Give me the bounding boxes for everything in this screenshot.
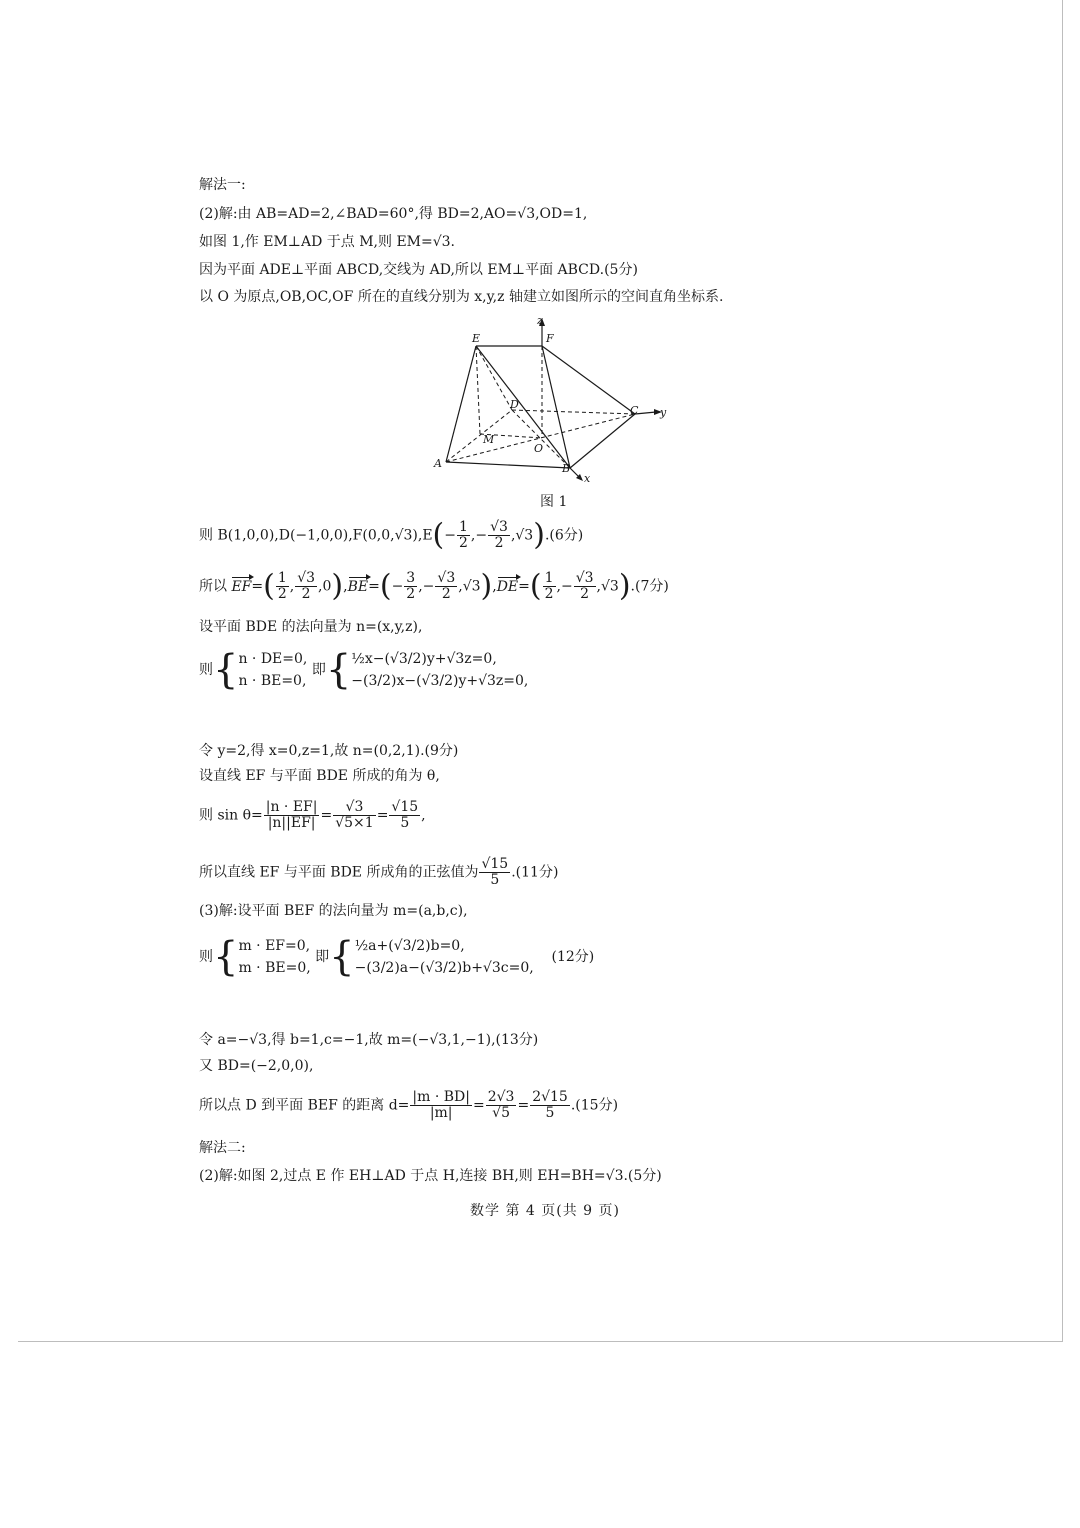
sys2-r2: −(3/2)a−(√3/2)b+√3c=0, [354, 960, 534, 976]
m-result: 令 a=−√3,得 b=1,c=−1,故 m=(−√3,1,−1),(13分) [199, 1032, 539, 1048]
sys1-r2: −(3/2)x−(√3/2)y+√3z=0, [351, 673, 529, 689]
vectors-line: 所以 EF=( $\frac{1}{2}$ , $\frac{√3}{2}$ ,0),BE=(− $\frac{3}{2}$ ,− $\frac{√3}{2}$ ,√3),DE=( $\frac{1}{2}$ ,− $\frac{√3}{2}$ ,√3).(7分) [199, 568, 669, 604]
part2-em: 如图 1,作 EM⊥AD 于点 M,则 EM=√3. [199, 234, 456, 250]
sys1-eq1: n · DE=0, [238, 651, 308, 667]
edge-ea [446, 346, 476, 462]
normal-bde: 设平面 BDE 的法向量为 n=(x,y,z), [199, 619, 423, 635]
theta-def: 设直线 EF 与平面 BDE 所成的角为 θ, [199, 768, 440, 784]
n-result: 令 y=2,得 x=0,z=1,故 n=(0,2,1).(9分) [199, 743, 459, 759]
points-line: 则 B(1,0,0),D(−1,0,0),F(0,0,√3),E(− $\frac{1}{2}$ ,− $\frac{√3}{2}$ ,√3).(6分) [199, 517, 584, 553]
edge-fc [542, 346, 635, 414]
sys1-r1: ½x−(√3/2)y+√3z=0, [351, 651, 497, 667]
edge-ab [446, 462, 570, 468]
label-m: M [483, 433, 495, 446]
label-e: E [472, 332, 481, 345]
sys2-eq2: m · BE=0, [238, 960, 311, 976]
label-x: x [584, 472, 591, 485]
label-y: y [660, 406, 667, 419]
label-c: C [630, 404, 639, 417]
scan-edge-right [1062, 0, 1063, 1342]
method2-line: (2)解:如图 2,过点 E 作 EH⊥AD 于点 H,连接 BH,则 EH=BH=√3.(5分) [199, 1168, 662, 1184]
sin-line: 则 sin θ= $\frac{|n \cdot EF|}{|n||EF|}$ = $\frac{√3}{√5\times 1}$ = $\frac{√15}{5}$ , [199, 799, 426, 831]
edge-em [476, 346, 480, 434]
part2-perpendicular: 因为平面 ADE⊥平面 ABCD,交线为 AD,所以 EM⊥平面 ABCD.(5分) [199, 262, 638, 278]
label-f: F [546, 332, 554, 345]
page-footer: 数学 第 4 页(共 9 页) [470, 1203, 620, 1219]
method2-title: 解法二: [199, 1140, 246, 1156]
sys2-r1: ½a+(√3/2)b=0, [354, 938, 465, 954]
edge-ed [476, 346, 512, 410]
edge-dc [512, 410, 635, 414]
part3-normal: (3)解:设平面 BEF 的法向量为 m=(a,b,c), [199, 903, 468, 919]
label-b: B [562, 462, 571, 475]
system-1: 则{ n · DE=0, n · BE=0, 即{ ½x−(√3/2)y+√3z=0, −(3/2)x−(√3/2)y+√3z=0, [199, 647, 529, 693]
edge-db [512, 410, 570, 468]
figure-1-caption: 图 1 [540, 494, 568, 510]
label-o: O [534, 442, 544, 455]
sys2-score: (12分) [551, 949, 595, 965]
figure-1-solid [430, 316, 670, 486]
sys2-eq1: m · EF=0, [238, 938, 311, 954]
distance-line: 所以点 D 到平面 BEF 的距离 d= $\frac{|m \cdot BD|}{|m|}$ = $\frac{2√3}{√5}$ = $\frac{2√15}{5}$ .(15分) [199, 1089, 619, 1121]
label-z: z [537, 316, 543, 327]
system-2: 则{ m · EF=0, m · BE=0, 即{ ½a+(√3/2)b=0, −(3/2)a−(√3/2)b+√3c=0, (12分) [199, 934, 595, 980]
method1-title: 解法一: [199, 177, 246, 193]
sin-conclusion: 所以直线 EF 与平面 BDE 所成角的正弦值为 $\frac{√15}{5}$ .(11分) [199, 856, 559, 888]
label-d: D [510, 398, 519, 411]
sys1-eq2: n · BE=0, [238, 673, 307, 689]
bd-vector: 又 BD=(−2,0,0), [199, 1058, 314, 1074]
part2-coordinate-system: 以 O 为原点,OB,OC,OF 所在的直线分别为 x,y,z 轴建立如图所示的空间直角坐标系. [199, 289, 724, 305]
label-a: A [434, 457, 442, 470]
scan-edge-bottom [18, 1341, 1063, 1342]
part2-given: (2)解:由 AB=AD=2,∠BAD=60°,得 BD=2,AO=√3,OD=1, [199, 206, 588, 222]
